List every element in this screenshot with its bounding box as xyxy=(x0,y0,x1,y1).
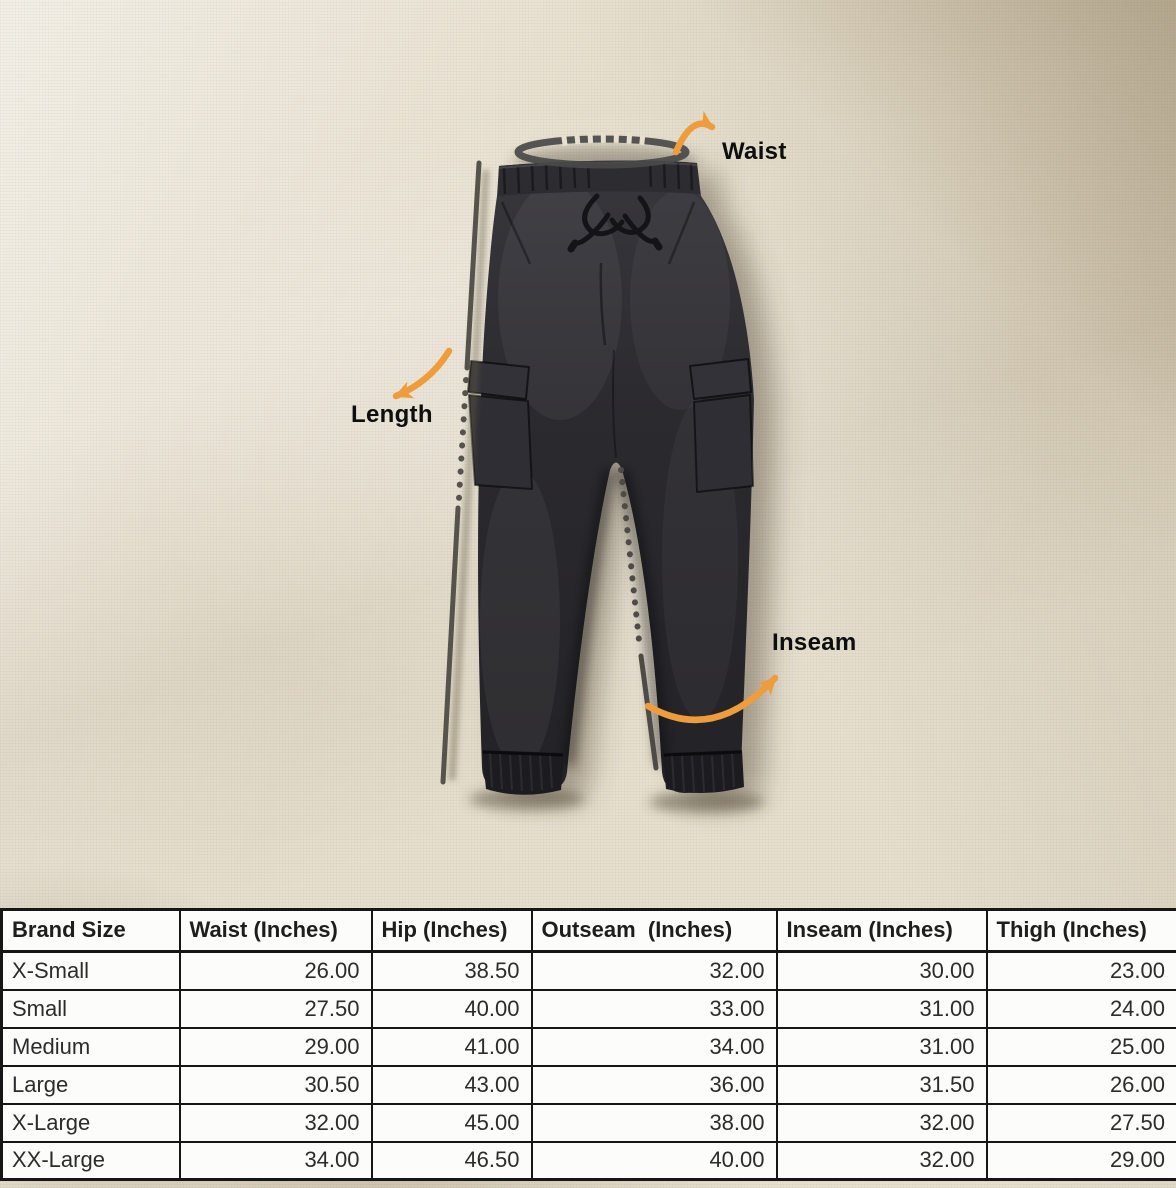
inseam-cell: 30.00 xyxy=(777,952,987,990)
length-label: Length xyxy=(351,401,433,428)
hip-cell: 45.00 xyxy=(372,1104,532,1142)
table-row-small xyxy=(2,990,1176,1028)
inseam-cell: 31.00 xyxy=(777,1028,987,1066)
table-row-xxlarge xyxy=(2,1142,1176,1180)
col-header-brand-size: Brand Size xyxy=(2,910,180,952)
waist-cell: 27.50 xyxy=(180,990,372,1028)
hip-cell: 40.00 xyxy=(372,990,532,1028)
table-row-xlarge xyxy=(2,1104,1176,1142)
hip-cell: 38.50 xyxy=(372,952,532,990)
length-arrow xyxy=(396,351,449,396)
pants-cuffs xyxy=(482,750,744,795)
table-row-large xyxy=(2,1066,1176,1104)
inseam-cell: 31.50 xyxy=(777,1066,987,1104)
size-cell: X-Large xyxy=(2,1104,180,1142)
size-cell: Medium xyxy=(2,1028,180,1066)
thigh-cell: 27.50 xyxy=(987,1104,1176,1142)
thigh-cell: 24.00 xyxy=(987,990,1176,1028)
inseam-label: Inseam xyxy=(772,629,857,656)
thigh-cell: 29.00 xyxy=(987,1142,1176,1180)
waist-cell: 32.00 xyxy=(180,1104,372,1142)
waist-cell: 30.50 xyxy=(180,1066,372,1104)
col-header-thigh: Thigh (Inches) xyxy=(987,910,1176,952)
waist-cell: 29.00 xyxy=(180,1028,372,1066)
col-header-hip: Hip (Inches) xyxy=(372,910,532,952)
outseam-cell: 38.00 xyxy=(532,1104,777,1142)
outseam-cell: 40.00 xyxy=(532,1142,777,1180)
hip-cell: 41.00 xyxy=(372,1028,532,1066)
outseam-cell: 34.00 xyxy=(532,1028,777,1066)
size-cell: Large xyxy=(2,1066,180,1104)
size-table-header-row xyxy=(2,910,1176,952)
waist-label: Waist xyxy=(722,138,787,165)
size-cell: XX-Large xyxy=(2,1142,180,1180)
hip-cell: 43.00 xyxy=(372,1066,532,1104)
col-header-outseam: Outseam (Inches) xyxy=(532,910,777,952)
inseam-cell: 32.00 xyxy=(777,1142,987,1180)
col-header-waist: Waist (Inches) xyxy=(180,910,372,952)
waist-cell: 34.00 xyxy=(180,1142,372,1180)
size-table xyxy=(0,908,1176,1181)
thigh-cell: 26.00 xyxy=(987,1066,1176,1104)
waist-cell: 26.00 xyxy=(180,952,372,990)
thigh-cell: 25.00 xyxy=(987,1028,1176,1066)
size-cell: X-Small xyxy=(2,952,180,990)
outseam-cell: 33.00 xyxy=(532,990,777,1028)
thigh-cell: 23.00 xyxy=(987,952,1176,990)
hip-cell: 46.50 xyxy=(372,1142,532,1180)
outseam-cell: 32.00 xyxy=(532,952,777,990)
outseam-cell: 36.00 xyxy=(532,1066,777,1104)
col-header-inseam: Inseam (Inches) xyxy=(777,910,987,952)
inseam-cell: 32.00 xyxy=(777,1104,987,1142)
inseam-cell: 31.00 xyxy=(777,990,987,1028)
table-row-xsmall xyxy=(2,952,1176,990)
waist-arrow xyxy=(676,124,712,152)
size-cell: Small xyxy=(2,990,180,1028)
table-row-medium xyxy=(2,1028,1176,1066)
